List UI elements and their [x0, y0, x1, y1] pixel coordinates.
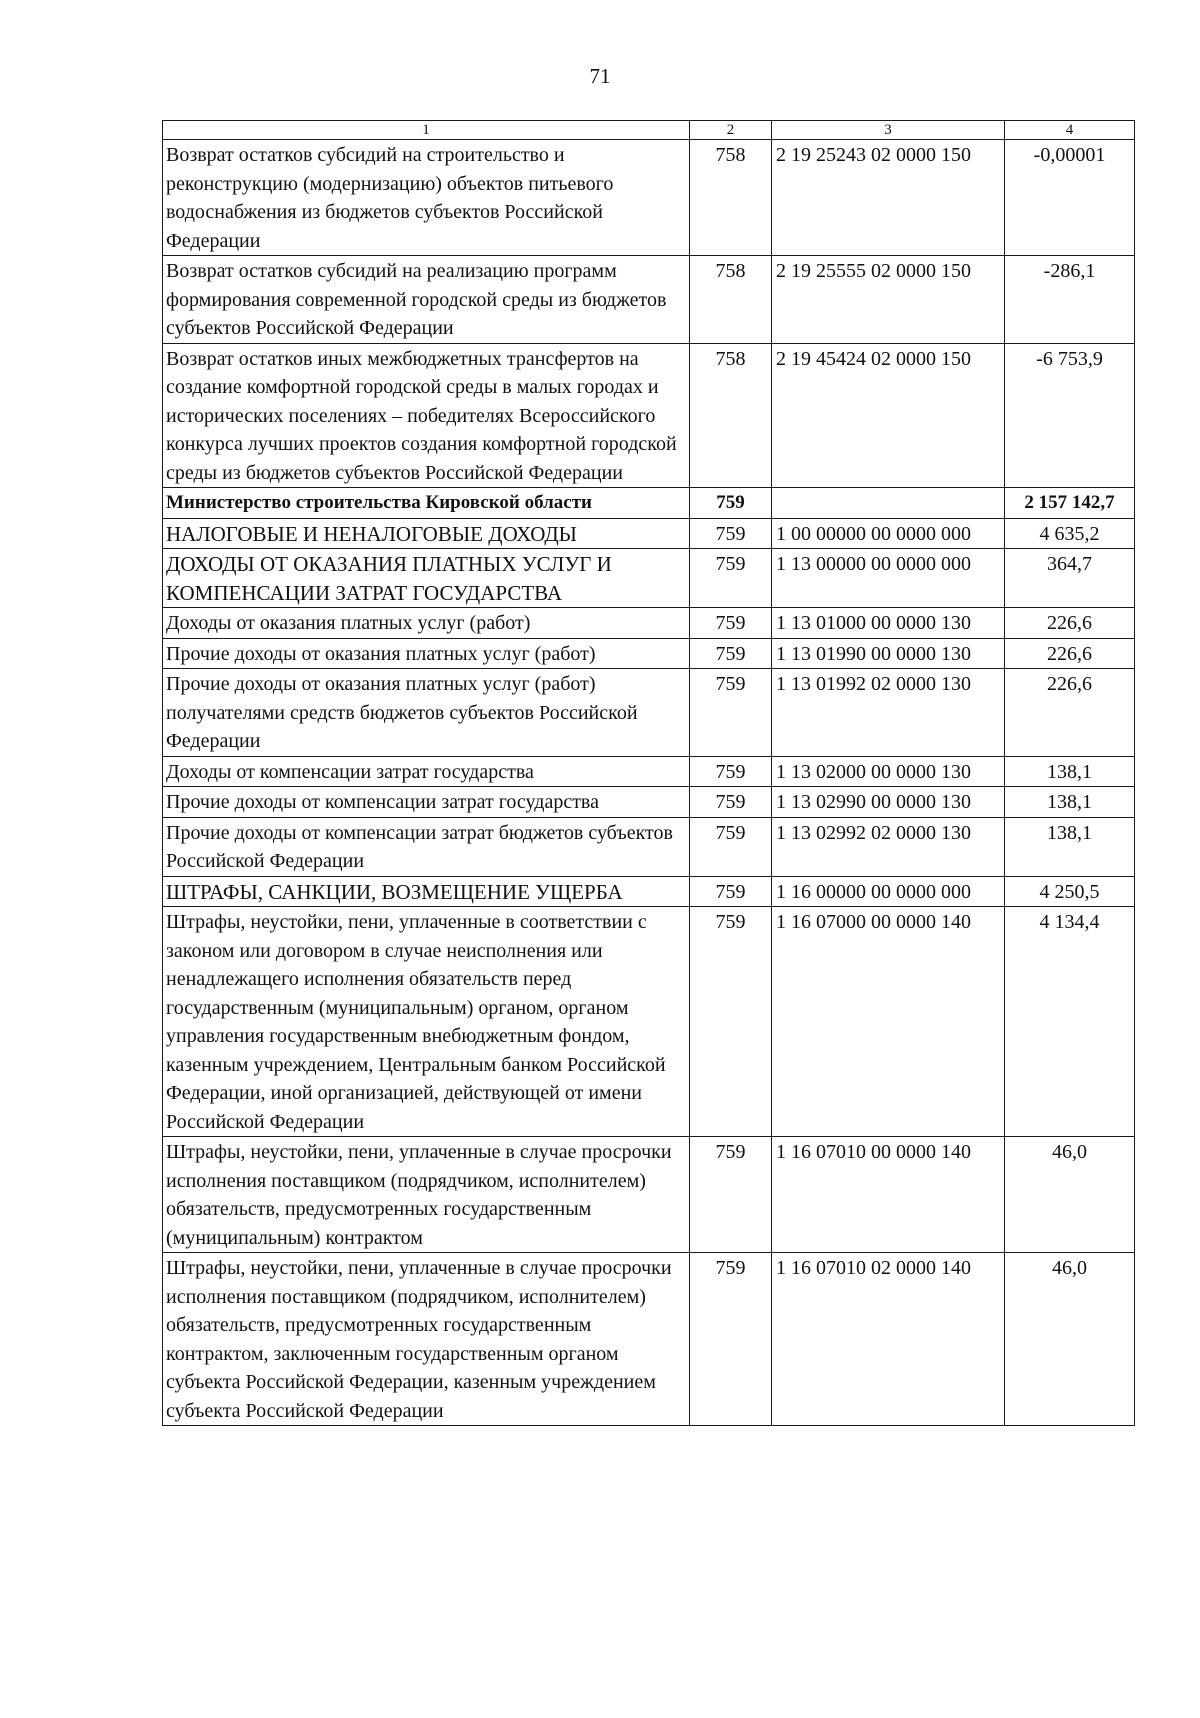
- table-row: [163, 907, 1135, 1137]
- table-row: [163, 817, 1135, 876]
- row-admin-code: 758: [690, 140, 772, 256]
- table-row: [163, 343, 1135, 488]
- row-admin-code: 759: [690, 518, 772, 549]
- row-budget-code: 2 19 25243 02 0000 150: [772, 140, 1005, 256]
- page-number: 71: [589, 64, 611, 88]
- row-admin-code: 758: [690, 256, 772, 344]
- row-name: Прочие доходы от оказания платных услуг (работ) получателями средств бюджетов субъектов Российской Федерации: [163, 669, 690, 757]
- row-name: Прочие доходы от оказания платных услуг (работ): [163, 638, 690, 669]
- row-name: ШТРАФЫ, САНКЦИИ, ВОЗМЕЩЕНИЕ УЩЕРБА: [163, 876, 690, 907]
- row-budget-code: [772, 488, 1005, 519]
- header-col-2: 2: [690, 121, 772, 140]
- row-budget-code: 1 13 01990 00 0000 130: [772, 638, 1005, 669]
- table-row: [163, 1253, 1135, 1426]
- table-row: [163, 256, 1135, 344]
- row-admin-code: 759: [690, 1253, 772, 1426]
- row-budget-code: 1 13 00000 00 0000 000: [772, 549, 1005, 608]
- row-amount: 226,6: [1005, 638, 1135, 669]
- table-row: [163, 756, 1135, 787]
- row-name: Возврат остатков субсидий на строительство и реконструкцию (модернизацию) объектов питьевого водоснабжения из бюджетов субъектов Российской Федерации: [163, 140, 690, 256]
- table-row: [163, 1137, 1135, 1253]
- row-amount: 46,0: [1005, 1137, 1135, 1253]
- row-amount: 4 134,4: [1005, 907, 1135, 1137]
- row-budget-code: 1 00 00000 00 0000 000: [772, 518, 1005, 549]
- table-row: [163, 549, 1135, 608]
- table-row: [163, 787, 1135, 818]
- row-admin-code: 759: [690, 549, 772, 608]
- row-amount: -286,1: [1005, 256, 1135, 344]
- row-amount: 226,6: [1005, 608, 1135, 639]
- row-budget-code: 1 13 01992 02 0000 130: [772, 669, 1005, 757]
- table-row: [163, 140, 1135, 256]
- header-col-4: 4: [1005, 121, 1135, 140]
- table-row: [163, 669, 1135, 757]
- row-name: Штрафы, неустойки, пени, уплаченные в соответствии с законом или договором в случае неисполнения или ненадлежащего исполнения обязательств перед государственным (муниципальным) органом, органом управления государственным внебюджетным фондом, казенным учреждением, Центральным банком Российской Федерации, иной организацией, действующей от имени Российской Федерации: [163, 907, 690, 1137]
- row-budget-code: 1 13 02992 02 0000 130: [772, 817, 1005, 876]
- row-amount: 4 635,2: [1005, 518, 1135, 549]
- header-col-3: 3: [772, 121, 1005, 140]
- row-budget-code: 2 19 45424 02 0000 150: [772, 343, 1005, 488]
- row-admin-code: 759: [690, 876, 772, 907]
- table-row: [163, 876, 1135, 907]
- table-body: [163, 140, 1135, 1426]
- row-amount: 138,1: [1005, 787, 1135, 818]
- row-name: Возврат остатков иных межбюджетных трансфертов на создание комфортной городской среды в малых городах и исторических поселениях – победителях Всероссийского конкурса лучших проектов создания комфортной городской среды из бюджетов субъектов Российской Федерации: [163, 343, 690, 488]
- row-budget-code: 1 16 00000 00 0000 000: [772, 876, 1005, 907]
- row-admin-code: 759: [690, 787, 772, 818]
- row-amount: 138,1: [1005, 817, 1135, 876]
- row-amount: 46,0: [1005, 1253, 1135, 1426]
- row-admin-code: 759: [690, 608, 772, 639]
- row-name: Доходы от оказания платных услуг (работ): [163, 608, 690, 639]
- row-amount: 4 250,5: [1005, 876, 1135, 907]
- row-name: Штрафы, неустойки, пени, уплаченные в случае просрочки исполнения поставщиком (подрядчиком, исполнителем) обязательств, предусмотренных государственным (муниципальным) контрактом: [163, 1137, 690, 1253]
- row-amount: 226,6: [1005, 669, 1135, 757]
- row-admin-code: 758: [690, 343, 772, 488]
- row-amount: 364,7: [1005, 549, 1135, 608]
- header-row: [163, 121, 1135, 140]
- row-admin-code: 759: [690, 638, 772, 669]
- row-amount: -0,00001: [1005, 140, 1135, 256]
- table-row: [163, 608, 1135, 639]
- row-name: Прочие доходы от компенсации затрат государства: [163, 787, 690, 818]
- table-row: [163, 488, 1135, 519]
- row-admin-code: 759: [690, 669, 772, 757]
- table-row: [163, 638, 1135, 669]
- row-amount: 138,1: [1005, 756, 1135, 787]
- row-budget-code: 1 16 07010 00 0000 140: [772, 1137, 1005, 1253]
- table-row: [163, 518, 1135, 549]
- row-budget-code: 1 13 01000 00 0000 130: [772, 608, 1005, 639]
- row-budget-code: 1 13 02000 00 0000 130: [772, 756, 1005, 787]
- row-amount: 2 157 142,7: [1005, 488, 1135, 519]
- row-admin-code: 759: [690, 817, 772, 876]
- row-budget-code: 2 19 25555 02 0000 150: [772, 256, 1005, 344]
- row-budget-code: 1 16 07000 00 0000 140: [772, 907, 1005, 1137]
- row-admin-code: 759: [690, 1137, 772, 1253]
- row-budget-code: 1 16 07010 02 0000 140: [772, 1253, 1005, 1426]
- header-col-1: 1: [163, 121, 690, 140]
- row-budget-code: 1 13 02990 00 0000 130: [772, 787, 1005, 818]
- row-name: Штрафы, неустойки, пени, уплаченные в случае просрочки исполнения поставщиком (подрядчиком, исполнителем) обязательств, предусмотренных государственным контрактом, заключенным государственным органом субъекта Российской Федерации, казенным учреждением субъекта Российской Федерации: [163, 1253, 690, 1426]
- row-name: Доходы от компенсации затрат государства: [163, 756, 690, 787]
- row-name: Возврат остатков субсидий на реализацию программ формирования современной городской среды из бюджетов субъектов Российской Федерации: [163, 256, 690, 344]
- row-amount: -6 753,9: [1005, 343, 1135, 488]
- row-name: ДОХОДЫ ОТ ОКАЗАНИЯ ПЛАТНЫХ УСЛУГ И КОМПЕНСАЦИИ ЗАТРАТ ГОСУДАРСТВА: [163, 549, 690, 608]
- revenue-table: [162, 120, 1135, 1426]
- row-admin-code: 759: [690, 907, 772, 1137]
- row-name: Министерство строительства Кировской области: [163, 488, 690, 519]
- row-admin-code: 759: [690, 488, 772, 519]
- row-name: Прочие доходы от компенсации затрат бюджетов субъектов Российской Федерации: [163, 817, 690, 876]
- row-admin-code: 759: [690, 756, 772, 787]
- row-name: НАЛОГОВЫЕ И НЕНАЛОГОВЫЕ ДОХОДЫ: [163, 518, 690, 549]
